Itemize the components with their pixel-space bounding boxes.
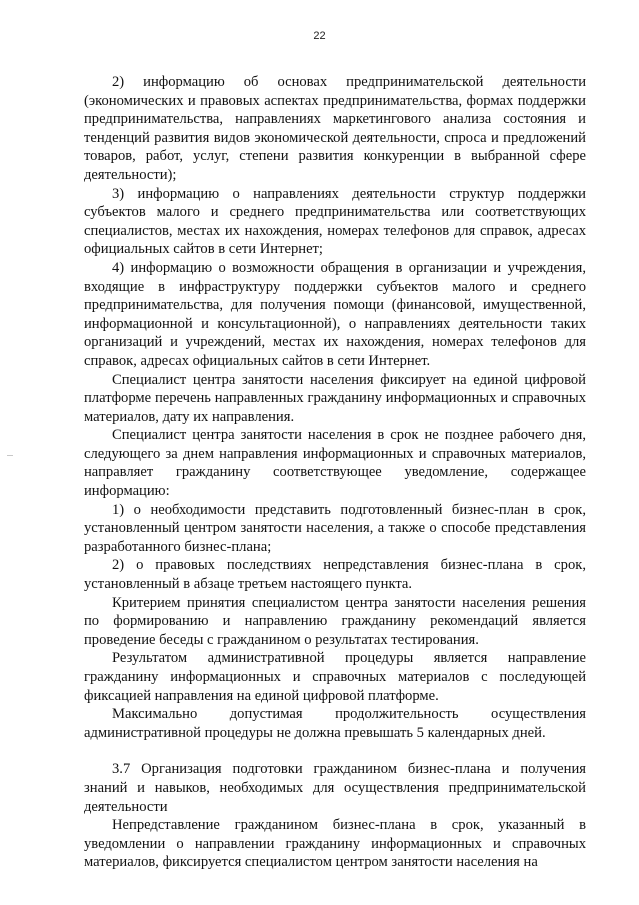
paragraph-max-duration: Максимально допустимая продолжительность осуществления административной процедуры не должна превышать 5 календарных дней. xyxy=(84,706,586,741)
paragraph-procedure-result: Результатом административной процедуры является направление гражданину информационных и справочных материалов с последующей фиксацией направления на единой цифровой платформе. xyxy=(84,650,586,704)
section-heading: 3.7 Организация подготовки гражданином бизнес-плана и получения знаний и навыков, необходимых для осуществления предпринимательской деятельности xyxy=(84,761,586,815)
paragraph-specialist-records: Специалист центра занятости населения фиксирует на единой цифровой платформе перечень направленных гражданину информационных и справочных материалов, дату их направления. xyxy=(84,371,586,425)
paragraph-decision-criterion: Критерием принятия специалистом центра занятости населения решения по формированию и направлению гражданину рекомендаций является проведение беседы с гражданином о результатах тестирования. xyxy=(84,594,586,648)
paragraph-notification-item-1: 1) о необходимости представить подготовленный бизнес-план в срок, установленный центром занятости населения, а также о способе представления разработанного бизнес-плана; xyxy=(84,501,586,555)
margin-mark xyxy=(7,455,13,456)
paragraph-notification-item-2: 2) о правовых последствиях непредставления бизнес-плана в срок, установленный в абзаце третьем настоящего пункта. xyxy=(84,557,586,593)
page-number: 22 xyxy=(313,30,326,42)
paragraph-non-submission: Непредставление гражданином бизнес-плана в срок, указанный в уведомлении о направлении гражданину информационных и справочных материалов, фиксируется специалистом центром занятости населения на xyxy=(84,817,586,871)
document-body xyxy=(84,73,586,872)
paragraph-item-2: 2) информацию об основах предпринимательской деятельности (экономических и правовых аспектах предпринимательства, формах поддержки предпринимательства, направлениях маркетингового анализа состояния и тенденций развития видов экономической деятельности, спроса и предложений товаров, работ, услуг, степени развития конкуренции в выбранной сфере деятельности); xyxy=(84,74,586,183)
paragraph-item-3: 3) информацию о направлениях деятельности структур поддержки субъектов малого и среднего предпринимательства или соответствующих специалистов, местах их нахождения, номерах телефонов для справок, адресах официальных сайтов в сети Интернет; xyxy=(84,185,586,258)
paragraph-item-4: 4) информацию о возможности обращения в организации и учреждения, входящие в инфраструктуру поддержки субъектов малого и среднего предпринимательства, для получения помощи (финансовой, имущественной, информационной и консультационной), о направлениях деятельности таких организаций и учреждений, местах их нахождения, номерах телефонов для справок, адресах официальных сайтов в сети Интернет. xyxy=(84,259,586,369)
paragraph-specialist-notification: Специалист центра занятости населения в срок не позднее рабочего дня, следующего за днем направления информационных и справочных материалов, направляет гражданину соответствующее уведомление, содержащее информацию: xyxy=(84,427,586,500)
